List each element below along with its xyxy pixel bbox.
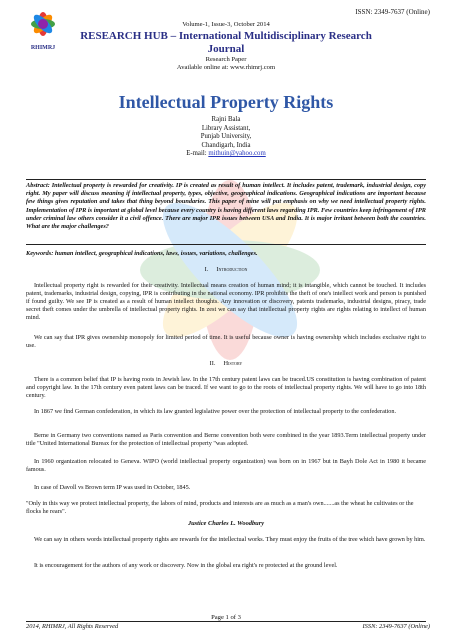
header-issn: ISSN: 2349-7637 (Online): [355, 8, 430, 16]
paragraph-1: Intellectual property right is rewarded for their creativity. Intellectual means creation of human mind; it is intangible, which cannot be touched. It includes patent, trademarks, industrial design, copying, IPR is contributing in the national economy. IPR prohibits the theft of one's intellect work and person is punished if found guilty. We see IP is created as a result of human intellect thoughts. Any innovation or discovery, patents trademarks, industrial designs, piracy, trade secret theft comes under the umbrella of intellectual property rights. In zest we can say that intellectual property rights are rights relating to intellect of human mind.: [26, 282, 426, 322]
journal-title-line1: RESEARCH HUB – International Multidisciplinary Research: [80, 30, 372, 42]
author-role: Library Assistant,: [201, 124, 251, 132]
author-city: Chandigarh, India: [201, 141, 251, 149]
footer-copyright: 2014, RHIMRJ, All Rights Reserved: [26, 623, 119, 630]
section-number: I.: [204, 266, 209, 273]
paper-type: Research Paper: [205, 56, 247, 63]
author-name: Rajni Bala: [211, 116, 241, 123]
paragraph-6: In 1960 organization relocated to Geneva. WIPO (world intellectual property organization) was born on in 1967 but in Bayh Dole Act in 1980 it became famous.: [26, 458, 426, 474]
logo-text: RHIMRJ: [30, 45, 56, 51]
quote-author: Justice Charles L. Woodbury: [187, 520, 265, 527]
paragraph-8: We can say in others words intellectual property rights are rewards for the intellectual works. They must enjoy the fruits of the tree which have grown by him.: [34, 536, 426, 543]
email-label: E-mail:: [186, 150, 207, 158]
section-number: II.: [209, 360, 216, 367]
paper-title: Intellectual Property Rights: [118, 92, 334, 112]
paragraph-7: In case of Davoll vs Brown term IP was used in October, 1845.: [34, 484, 191, 491]
abstract-text: Intellectual property is rewarded for creativity. IP is created as result of human intellect. It includes patent, trademark, industrial design, copy right. My paper will discuss meaning if intellectual property, types, objective, geographical indications. Geographical indications are important because few things gives reputation and takes that thing beyond boundaries. This paper of mine will put emphasis on why we need intellectual property rights. Implementation of IPR is important at global level because every country is having different laws regarding IPR. Few countries keep infringement of IPR under criminal law others consider it a civil offence. There are major IPR issues between USA and India. It is major irritant between both the countries. What are the major challenges?: [26, 182, 426, 231]
paragraph-2: We can say that IPR gives ownership monopoly for limited period of time. It is useful because owner is having ownership which includes exclusive right to use.: [26, 334, 426, 350]
abstract-bottom-rule: [26, 244, 426, 245]
page-number: Page 1 of 3: [211, 614, 241, 621]
section-heading-introduction: [0, 266, 452, 273]
author-university: Punjab University,: [200, 133, 252, 141]
section-heading-history: [0, 360, 452, 367]
keywords: Keywords: human intellect, geographical indications, laws, issues, variations, challenges.: [26, 250, 258, 257]
author-email-line: [0, 150, 452, 159]
author-email-link[interactable]: mithuin@yahoo.com: [208, 150, 266, 158]
quote: "Only in this way we protect intellectual property, the labors of mind, products and interests are as much as a man's own.......as the wheat he cultivates or the flocks he rears".: [26, 500, 414, 516]
author-block: [0, 116, 452, 159]
abstract: [26, 182, 426, 231]
abstract-top-rule: [26, 179, 426, 180]
footer-issn: ISSN: 2349-7637 (Online): [362, 623, 430, 630]
section-title: Introduction: [216, 266, 248, 273]
volume-info: Volume-1, Issue-3, October 2014: [182, 21, 270, 28]
section-title: History: [223, 360, 243, 367]
paragraph-3: There is a common belief that IP is having roots in Jewish law. In the 17th century patent laws can be traced.US constitution is having combination of patent and copyright law. In the 17th century even patent laws can be traced. If we want to go to the roots of intellectual property rights. We will have to go into 18th century.: [26, 376, 426, 400]
paragraph-5: Berne in Germany two conventions named as Paris convention and Berne convention both were combined in the year 1893.Term intellectual property under title "United International Bureax for the protection of intellectual property "was adopted.: [26, 432, 426, 448]
journal-title-line2: Journal: [207, 43, 245, 55]
abstract-label: Abstract:: [26, 182, 50, 189]
available-online: Available online at: www.rhimrj.com: [176, 64, 276, 71]
paragraph-4: In 1867 we find German confederation, in which its law granted legislative power over the protection of intellectual property to the confederation.: [34, 408, 397, 415]
footer-rule: [26, 621, 426, 622]
journal-title: [0, 30, 452, 56]
paragraph-9: It is encouragement for the authors of any work or discovery. Now in the global era right's re protected at the ground level.: [34, 562, 338, 569]
